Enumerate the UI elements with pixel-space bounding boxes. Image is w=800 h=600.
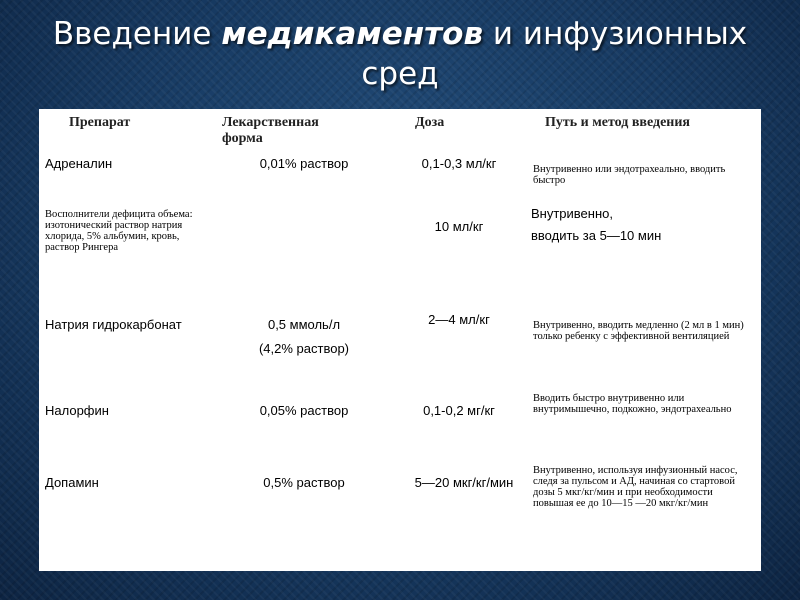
slide-title	[40, 14, 760, 94]
row5-drug: Допамин	[45, 475, 99, 490]
title-part2: и инфузионных	[483, 16, 748, 52]
row3-form-line2: (4,2% раствор)	[258, 341, 350, 356]
header-dose: Доза	[415, 115, 445, 130]
row5-form: 0,5% раствор	[263, 475, 345, 490]
row4-dose: 0,1-0,2 мг/кг	[423, 403, 495, 418]
title-part1: Введение	[52, 16, 222, 52]
header-route: Путь и метод введения	[545, 115, 691, 130]
row1-dose: 0,1-0,3 мл/кг	[421, 156, 497, 171]
row4-form: 0,05% раствор	[259, 403, 349, 418]
row3-route: Внутривенно, вводить медленно (2 мл в 1 мин) только ребенку с эффективной вентиляцией	[533, 320, 744, 342]
row2-route-line1: Внутривенно,	[531, 206, 613, 221]
title-bold: медикаментов	[221, 16, 484, 52]
header-form: Лекарственная форма	[222, 115, 319, 146]
row1-drug: Адреналин	[45, 156, 113, 171]
row2-dose: 10 мл/кг	[434, 219, 484, 234]
row4-drug: Налорфин	[45, 403, 109, 418]
row3-form: 0,5 ммоль/л	[267, 317, 341, 332]
row5-dose: 5—20 мкг/кг/мин	[414, 475, 514, 490]
row5-route: Внутривенно, используя инфузионный насос, следя за пульсом и АД, начиная со стартовой дозы 5 мкг/кг/мин и при необходимости повышая ее до 10—15 —20 мкг/кг/мин	[533, 465, 738, 509]
header-drug: Препарат	[69, 115, 131, 130]
title-line2: сред	[361, 56, 439, 92]
row1-form: 0,01% раствор	[259, 156, 349, 171]
row3-drug: Натрия гидрокарбонат	[45, 317, 182, 332]
row1-route: Внутривенно или эндотрахеально, вводить быстро	[533, 164, 726, 186]
row4-route: Вводить быстро внутривенно или внутримышечно, подкожно, эндотрахеально	[533, 393, 732, 415]
row3-dose: 2—4 мл/кг	[428, 312, 490, 327]
row2-route-line2: вводить за 5—10 мин	[531, 228, 662, 243]
row2-drug: Восполнители дефицита объема: изотонический раствор натрия хлорида, 5% альбумин, кровь, раствор Рингера	[45, 209, 193, 253]
drug-table	[39, 109, 761, 571]
